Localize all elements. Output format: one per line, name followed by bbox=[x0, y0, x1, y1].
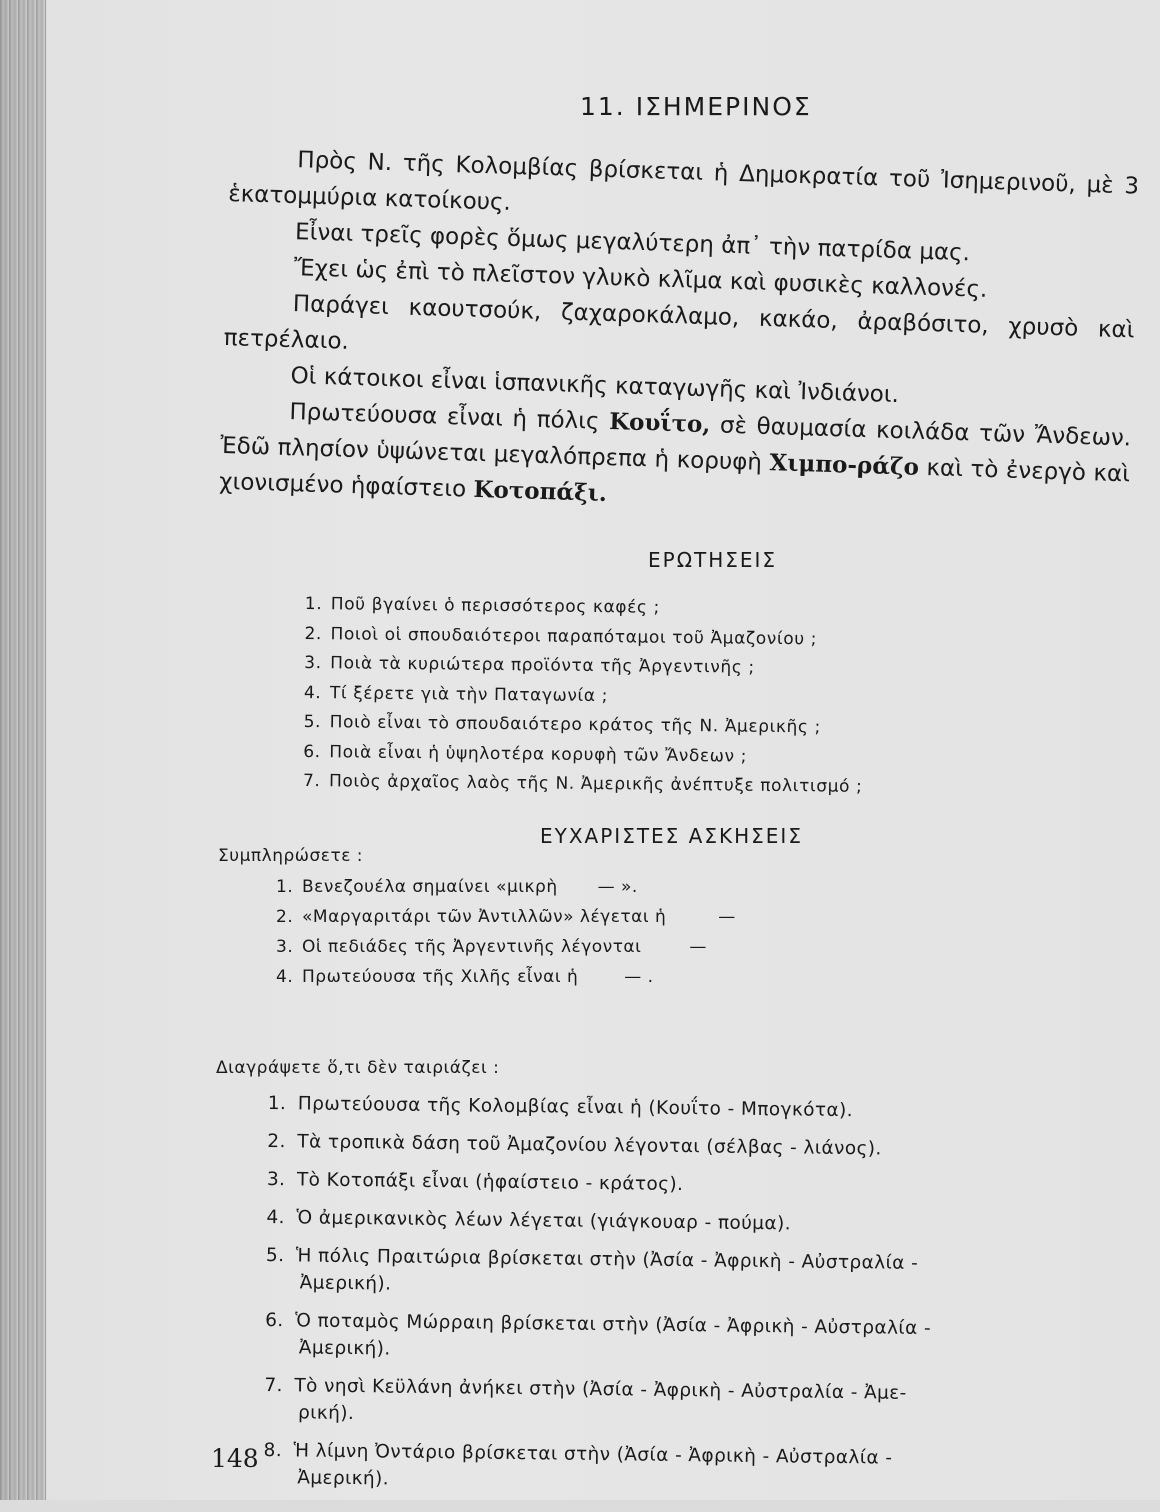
capital-city-name: Κουΐτο, bbox=[608, 408, 711, 439]
strike-item bbox=[265, 1242, 1116, 1306]
strike-number: 1. bbox=[267, 1092, 287, 1115]
fill-number: 3. bbox=[276, 937, 294, 957]
questions-heading: ΕΡΩΤΗΣΕΙΣ bbox=[648, 548, 778, 572]
question-number: 5. bbox=[303, 711, 322, 733]
fill-blank: — bbox=[718, 907, 736, 927]
strike-text: Ἡ πόλις Πραιτώρια βρίσκεται στὴν (Ἀσία - Ἀφρικὴ - Αὐστραλία - bbox=[295, 1245, 919, 1274]
paragraph-2: Εἶναι τρεῖς φορὲς ὅμως μεγαλύτερη ἀπ᾽ τὴν πατρίδα μας. bbox=[294, 219, 971, 267]
fill-number: 1. bbox=[276, 877, 294, 897]
fill-number: 2. bbox=[276, 907, 294, 927]
strike-number: 7. bbox=[264, 1374, 283, 1397]
strike-item bbox=[265, 1307, 1116, 1371]
question-number: 4. bbox=[303, 682, 322, 703]
paragraph-6-part-b: σὲ θαυμασία κοιλάδα τῶν Ἄνδεων. Ἐδῶ πλησίον ὑψώνεται μεγαλόπρεπα ἡ κορυφὴ bbox=[219, 412, 1132, 477]
question-text: Ποιὸς ἀρχαῖος λαὸς τῆς Ν. Ἀμερικῆς ἀνέπτυξε πολιτισμό ; bbox=[328, 771, 863, 797]
fill-in-label: Συμπληρώσετε : bbox=[218, 846, 364, 866]
strike-text-continuation: Ἀμερική). bbox=[297, 1467, 390, 1490]
fill-blank: — . bbox=[624, 967, 654, 987]
strike-number: 3. bbox=[266, 1168, 286, 1191]
question-text: Τί ξέρετε γιὰ τὴν Παταγωνία ; bbox=[329, 682, 609, 706]
paragraph-5: Οἱ κάτοικοι εἶναι ἱσπανικῆς καταγωγῆς καὶ Ἰνδιάνοι. bbox=[290, 363, 900, 409]
strike-item bbox=[267, 1128, 1117, 1165]
paragraph-6-part-a: Πρωτεύουσα εἶναι ἡ πόλις bbox=[289, 399, 610, 436]
paragraph-3: Ἔχει ὡς ἐπὶ τὸ πλεῖστον γλυκὸ κλῖμα καὶ φυσικὲς καλλονές. bbox=[293, 255, 988, 303]
fill-blank: — ». bbox=[597, 877, 638, 897]
fill-item bbox=[276, 962, 876, 992]
strike-number: 2. bbox=[267, 1130, 286, 1153]
strike-item bbox=[268, 1090, 1118, 1127]
strike-text: Τὸ νησὶ Κεϋλάνη ἀνήκει στὴν (Ἀσία - Ἀφρικὴ - Αὐστραλία - Ἀμε- bbox=[294, 1375, 907, 1404]
chapter-title: 11. ΙΣΗΜΕΡΙΝΟΣ bbox=[580, 92, 812, 121]
question-text: Ποιὰ εἶναι ἡ ὑψηλοτέρα κορυφὴ τῶν Ἄνδεων ; bbox=[329, 741, 748, 767]
question-text: Ποιὸ εἶναι τὸ σπουδαιότερο κράτος τῆς Ν. Ἀμερικῆς ; bbox=[329, 712, 821, 738]
question-text: Ποιὰ τὰ κυριώτερα προϊόντα τῆς Ἀργεντινῆς ; bbox=[330, 653, 755, 678]
strike-text: Ὁ ἀμερικανικὸς λέων λέγεται (γιάγκουαρ - πούμα). bbox=[296, 1207, 792, 1235]
fill-text: Βενεζουέλα σημαίνει «μικρὴ bbox=[302, 877, 558, 897]
paragraph-4: Παράγει καουτσούκ, ζαχαροκάλαμο, κακάο, ἀραβόσιτο, χρυσὸ καὶ πετρέλαιο. bbox=[223, 291, 1135, 355]
page-number: 148 bbox=[211, 1444, 259, 1473]
strike-text: Τὸ Κοτοπάξι εἶναι (ἡφαίστειο - κράτος). bbox=[296, 1169, 684, 1196]
fill-text: «Μαργαριτάρι τῶν Ἀντιλλῶν» λέγεται ἡ bbox=[302, 907, 667, 927]
strike-text-continuation: Ἀμερική). bbox=[298, 1337, 391, 1360]
strike-out-label: Διαγράψετε ὅ,τι δὲν ταιριάζει : bbox=[216, 1058, 500, 1078]
question-text: Ποιοὶ οἱ σπουδαιότεροι παραπόταμοι τοῦ Ἀμαζονίου ; bbox=[330, 623, 818, 649]
fill-in-list bbox=[276, 872, 876, 992]
paragraph-1: Πρὸς Ν. τῆς Κολομβίας βρίσκεται ἡ Δημοκρατία τοῦ Ἰσημερινοῦ, μὲ 3 ἑκατομμύρια κατοίκους. bbox=[227, 147, 1140, 216]
questions-list bbox=[303, 590, 1045, 804]
paragraph-6-part-c: καὶ τὸ ἐνεργὸ καὶ χιονισμένο ἡφαίστειο bbox=[218, 454, 1131, 503]
exercises-heading: ΕΥΧΑΡΙΣΤΕΣ ΑΣΚΗΣΕΙΣ bbox=[540, 824, 803, 848]
strike-item bbox=[267, 1166, 1117, 1203]
question-number: 2. bbox=[304, 623, 323, 644]
strike-number: 5. bbox=[265, 1244, 285, 1267]
strike-text: Τὰ τροπικὰ δάση τοῦ Ἀμαζονίου λέγονται (σέλβας - λιάνος). bbox=[297, 1131, 882, 1160]
fill-blank: — bbox=[689, 937, 707, 957]
strike-text: Πρωτεύουσα τῆς Κολομβίας εἶναι ἡ (Κουΐτο - Μπογκότα). bbox=[297, 1093, 854, 1122]
strike-item bbox=[266, 1204, 1116, 1241]
main-text bbox=[219, 140, 1140, 528]
fill-number: 4. bbox=[276, 967, 294, 987]
strike-text-continuation: ρική). bbox=[297, 1402, 355, 1425]
strike-text: Ὁ ποταμὸς Μώρραιη βρίσκεται στὴν (Ἀσία - Ἀφρικὴ - Αὐστραλία - bbox=[295, 1310, 932, 1340]
fill-text: Οἱ πεδιάδες τῆς Ἀργεντινῆς λέγονται bbox=[302, 937, 642, 957]
strike-item bbox=[263, 1437, 1114, 1501]
strike-number: 8. bbox=[263, 1439, 283, 1462]
strike-out-list bbox=[263, 1090, 1118, 1512]
strike-number: 6. bbox=[265, 1309, 284, 1332]
question-text: Ποῦ βγαίνει ὁ περισσότερος καφές ; bbox=[330, 594, 660, 618]
strike-item bbox=[264, 1372, 1115, 1436]
question-number: 7. bbox=[302, 770, 321, 792]
fill-item bbox=[276, 872, 876, 902]
question-number: 1. bbox=[304, 593, 323, 615]
fill-text: Πρωτεύουσα τῆς Χιλῆς εἶναι ἡ bbox=[302, 967, 579, 987]
peak-name: Χιμπο-ράζο bbox=[769, 449, 920, 481]
fill-item bbox=[276, 932, 876, 962]
volcano-name: Κοτοπάξι. bbox=[473, 475, 608, 508]
page-stack-edge bbox=[0, 0, 46, 1500]
strike-number: 4. bbox=[266, 1206, 286, 1229]
question-number: 3. bbox=[304, 652, 322, 674]
strike-text: Ἡ λίμνη Ὀντάριο βρίσκεται στὴν (Ἀσία - Ἀφρικὴ - Αὐστραλία - bbox=[293, 1440, 893, 1469]
question-number: 6. bbox=[303, 741, 321, 762]
fill-item bbox=[276, 902, 876, 932]
strike-text-continuation: Ἀμερική). bbox=[299, 1272, 392, 1295]
